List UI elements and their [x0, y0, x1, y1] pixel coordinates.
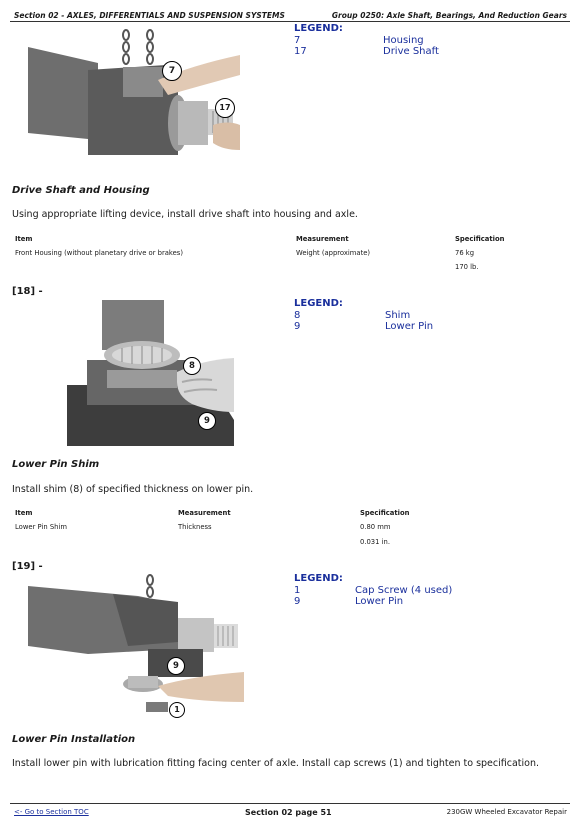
table-header-specification: Specification	[455, 235, 505, 243]
table-cell-measurement: Thickness	[178, 523, 212, 531]
table-cell-spec-imperial: 0.031 in.	[360, 538, 390, 546]
section-toc-link[interactable]: <- Go to Section TOC	[14, 808, 89, 816]
figure-caption: Lower Pin Installation	[12, 734, 136, 745]
legend-num: 7	[294, 35, 301, 46]
callout-17: 17	[215, 98, 235, 118]
legend-num: 9	[294, 596, 301, 607]
legend-desc: Housing	[383, 35, 424, 46]
callout-9: 9	[198, 412, 216, 430]
callout-8: 8	[183, 357, 201, 375]
table-header-measurement: Measurement	[178, 509, 231, 517]
legend-title: LEGEND:	[294, 298, 343, 309]
lower-pin-installation-photo	[28, 574, 244, 718]
table-cell-item: Front Housing (without planetary drive or brakes)	[15, 249, 183, 257]
manual-title: 230GW Wheeled Excavator Repair	[446, 808, 567, 816]
table-header-item: Item	[15, 235, 33, 243]
callout-9: 9	[167, 657, 185, 675]
table-cell-spec-metric: 76 kg	[455, 249, 475, 257]
table-header-specification: Specification	[360, 509, 410, 517]
drive-shaft-photo	[28, 25, 240, 167]
table-header-measurement: Measurement	[296, 235, 349, 243]
header-group-title: Group 0250: Axle Shaft, Bearings, And Reduction Gears	[331, 11, 567, 20]
table-cell-spec-imperial: 170 lb.	[455, 263, 479, 271]
table-cell-measurement: Weight (approximate)	[296, 249, 371, 257]
figure-caption: Drive Shaft and Housing	[12, 185, 150, 196]
legend-num: 8	[294, 310, 301, 321]
instruction-text: Install lower pin with lubrication fitting facing center of axle. Install cap screws (1) and tighten to specification.	[12, 758, 540, 769]
legend-desc: Lower Pin	[355, 596, 404, 607]
page-number: Section 02 page 51	[245, 808, 332, 817]
legend-num: 17	[294, 46, 307, 57]
instruction-text: Using appropriate lifting device, install drive shaft into housing and axle.	[12, 209, 358, 220]
lower-pin-shim-photo	[12, 300, 234, 446]
table-cell-item: Lower Pin Shim	[15, 523, 67, 531]
legend-desc: Drive Shaft	[383, 46, 439, 57]
legend-desc: Lower Pin	[385, 321, 434, 332]
legend-num: 9	[294, 321, 301, 332]
instruction-text: Install shim (8) of specified thickness on lower pin.	[12, 484, 254, 495]
step-number: [19] -	[12, 561, 43, 572]
legend-title: LEGEND:	[294, 23, 343, 34]
callout-7: 7	[162, 61, 182, 81]
table-header-item: Item	[15, 509, 33, 517]
callout-1: 1	[169, 702, 185, 718]
step-number: [18] -	[12, 286, 43, 297]
figure-caption: Lower Pin Shim	[12, 459, 100, 470]
header-divider	[10, 21, 570, 22]
legend-num: 1	[294, 585, 301, 596]
legend-title: LEGEND:	[294, 573, 343, 584]
legend-desc: Cap Screw (4 used)	[355, 585, 453, 596]
table-cell-spec-metric: 0.80 mm	[360, 523, 391, 531]
legend-desc: Shim	[385, 310, 411, 321]
footer-divider	[10, 803, 570, 804]
header-section-title: Section 02 - AXLES, DIFFERENTIALS AND SUSPENSION SYSTEMS	[14, 11, 285, 20]
